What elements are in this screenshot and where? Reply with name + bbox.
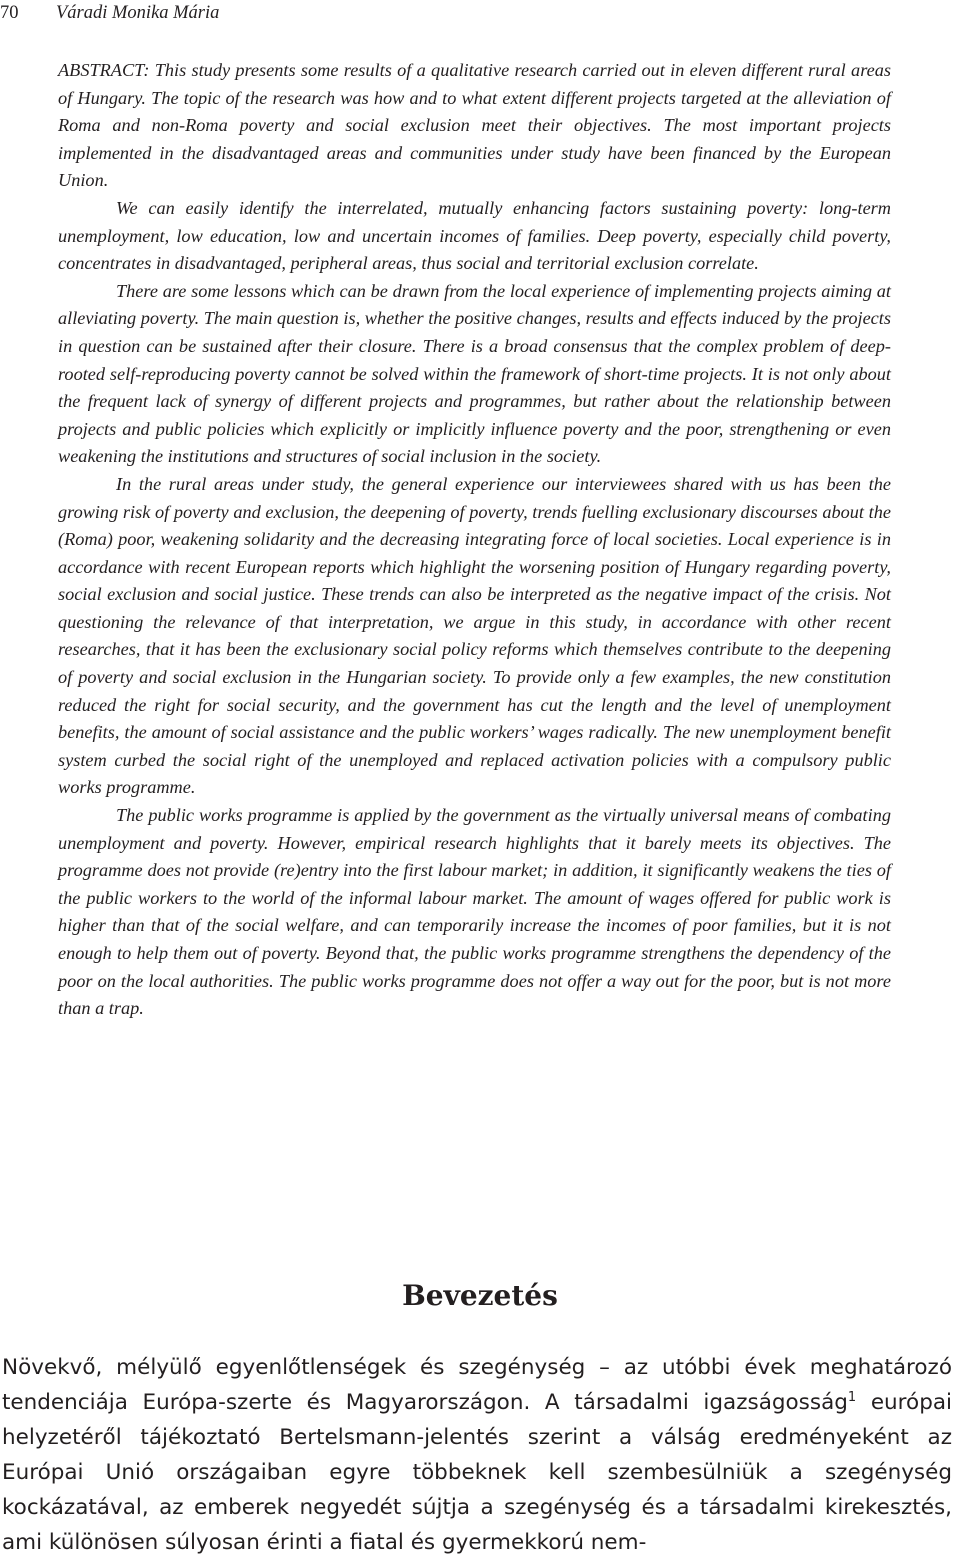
body-text-part: Növekvő, mélyülő egyenlőtlenségek és szegénység – az utóbbi évek meghatározó tendenciája Európa-szerte és Magyarországon. A társadalmi igazságosság (2, 1355, 952, 1415)
abstract-paragraph: In the rural areas under study, the general experience our interviewees shared with us has been the growing risk of poverty and exclusion, the deepening of poverty, trends fuelling exclusionary discourses about the (Roma) poor, weakening solidarity and the decreasing integrating force of local societies. Local experience is in accordance with recent European reports which highlight the worsening position of Hungary regarding poverty, social exclusion and social justice. These trends can also be interpreted as the negative impact of the crisis. Not questioning the relevance of that interpretation, we argue in this study, in accordance with other recent researches, that it has been the exclusionary social policy reforms which themselves contribute to the deepening of poverty and social exclusion in the Hungarian society. To provide only a few examples, the new constitution reduced the right for social security, and the government has cut the length and the level of unemployment benefits, the amount of social assistance and the public workers’ wages radically. The new unemployment benefit system curbed the social right of the unemployed and replaced activation policies with a compulsory public works programme. (58, 473, 891, 798)
running-author: Váradi Monika Mária (56, 3, 220, 23)
body-paragraph (2, 1350, 952, 1560)
abstract-paragraph: There are some lessons which can be drawn from the local experience of implementing projects aiming at alleviating poverty. The main question is, whether the positive changes, results and effects induced by the projects in question can be sustained after their closure. There is a broad consensus that the complex problem of deep-rooted self-reproducing poverty cannot be solved within the framework of short-time projects. It is not only about the frequent lack of synergy of different projects and programmes, but rather about the relationship between projects and public policies which explicitly or implicitly influence poverty and the poor, strengthening or even weakening the institutions and structures of social inclusion in the society. (58, 280, 891, 467)
abstract-paragraph: The public works programme is applied by the government as the virtually universal means of combating unemployment and poverty. However, empirical research highlights that it barely meets its objectives. The programme does not provide (re)entry into the first labour market; in addition, it significantly weakens the ties of the public workers to the world of the informal labour market. The amount of wages offered for public work is higher than that of the social welfare, and can temporarily increase the incomes of poor families, but it is not enough to help them out of poverty. Beyond that, the public works programme strengthens the dependency of the poor on the local authorities. The public works programme does not offer a way out for the poor, but is not more than a trap. (58, 805, 891, 1019)
abstract (58, 57, 891, 1023)
abstract-paragraph: ABSTRACT: This study presents some results of a qualitative research carried out in eleven different rural areas of Hungary. The topic of the research was how and to what extent different projects targeted at the alleviation of Roma and non-Roma poverty and social exclusion meet their objectives. The most important projects implemented in the disadvantaged areas and communities under study have been financed by the European Union. (58, 60, 891, 191)
section-heading: Bevezetés (402, 1279, 558, 1312)
body-text-part: európai helyzetéről tájékoztató Bertelsmann-jelentés szerint a válság eredményeként az Európai Unió országaiban egyre többeknek kell szembesülniük a szegénység kockázatával, az emberek negyedét sújtja a szegénység és a társadalmi kirekesztés, ami különösen súlyosan érinti a fiatal és gyermekkorú nem- (2, 1390, 952, 1555)
abstract-paragraph: We can easily identify the interrelated, mutually enhancing factors sustaining poverty: long-term unemployment, low education, low and uncertain incomes of families. Deep poverty, especially child poverty, concentrates in disadvantaged, peripheral areas, thus social and territorial exclusion correlate. (58, 197, 891, 274)
running-head (0, 0, 219, 26)
page-number: 70 (0, 3, 19, 23)
footnote-reference[interactable]: 1 (847, 1389, 857, 1405)
